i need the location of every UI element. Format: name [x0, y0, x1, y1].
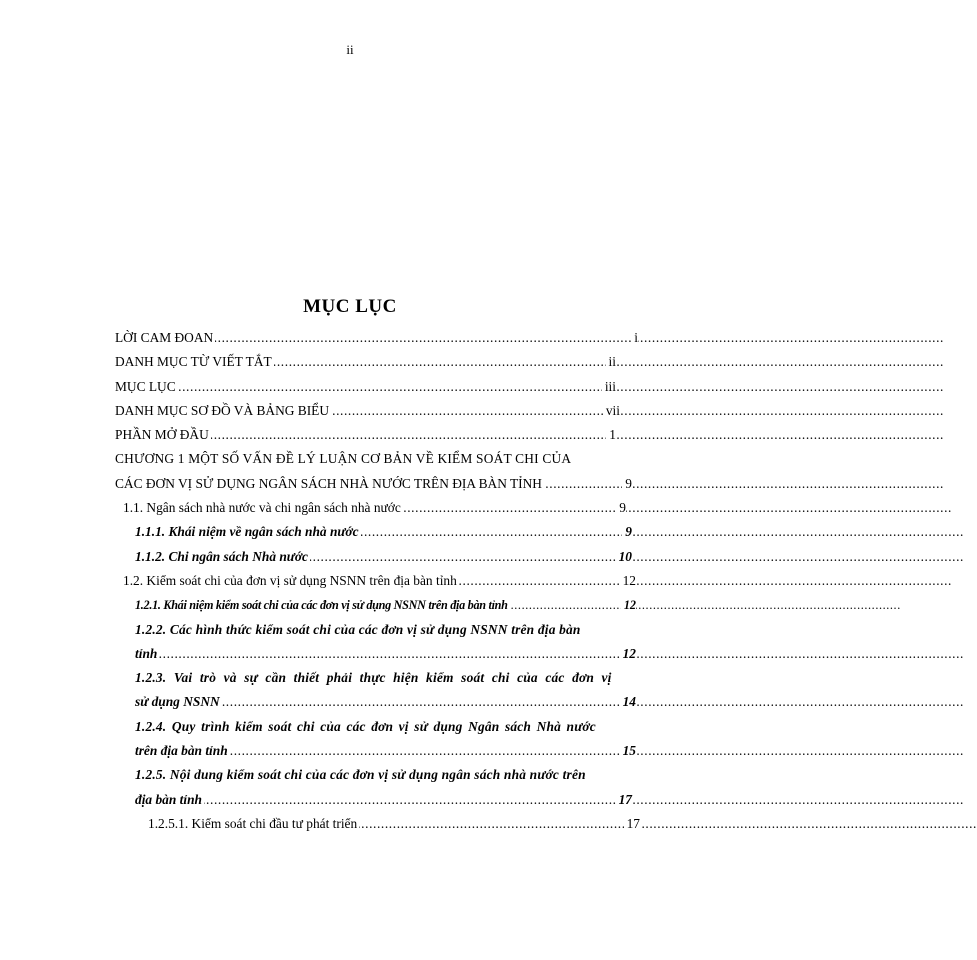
toc-entry[interactable]	[135, 520, 638, 544]
toc-entry-line1[interactable]	[135, 763, 638, 787]
toc-entry-line2[interactable]	[135, 788, 638, 812]
toc-entry-page: 12	[620, 569, 636, 593]
page-number: ii	[346, 42, 354, 57]
toc-entry-line1[interactable]	[135, 715, 638, 739]
toc-entry-page: vii	[603, 399, 620, 423]
toc-entry-page: 10	[616, 545, 632, 569]
toc-entry-text: DANH MỤC TỪ VIẾT TẮT	[115, 350, 274, 374]
toc-entry-text: 1.2.4. Quy trình kiểm soát chi của các đơn vị sử dụng Ngân sách Nhà nước	[135, 718, 596, 734]
toc-title: MỤC LỤC	[303, 296, 397, 317]
toc-entry-text: 1.1.2. Chi ngân sách Nhà nước	[135, 545, 310, 569]
toc-entry[interactable]	[123, 569, 638, 593]
toc-entry-line1[interactable]	[135, 666, 638, 690]
toc-entry-page: ii	[606, 350, 616, 374]
toc-entry[interactable]	[115, 350, 638, 374]
toc-entry-page: i	[631, 326, 638, 350]
toc-entry-text: trên địa bàn tỉnh	[135, 739, 230, 763]
toc-entry-page: 15	[620, 739, 636, 763]
toc-entry[interactable]	[115, 423, 638, 447]
toc-entry[interactable]	[123, 496, 638, 520]
toc-entry-text: MỤC LỤC	[115, 375, 178, 399]
toc-entry-page: 9	[622, 520, 632, 544]
toc-entry-page: 9	[616, 496, 626, 520]
toc-entry-text: 1.2.5.1. Kiểm soát chi đầu tư phát triển	[148, 812, 359, 836]
toc-entry-line2[interactable]	[115, 472, 638, 496]
toc-entry-text: 1.2.3. Vai trò và sự cần thiết phải thực hiện kiểm soát chi của các đơn vị	[135, 670, 612, 686]
toc-entry[interactable]	[135, 593, 638, 617]
toc-entry-text: CÁC ĐƠN VỊ SỬ DỤNG NGÂN SÁCH NHÀ NƯỚC TRÊN ĐỊA BÀN TỈNH	[115, 472, 544, 496]
toc-entry-text: CHƯƠNG 1 MỘT SỐ VẤN ĐỀ LÝ LUẬN CƠ BẢN VỀ KIỂM SOÁT CHI CỦA	[115, 451, 572, 467]
toc-entry-line1[interactable]	[115, 447, 638, 471]
toc-entry-text: LỜI CAM ĐOAN	[115, 326, 215, 350]
toc-entry-page: iii	[602, 375, 616, 399]
toc-entry-text: DANH MỤC SƠ ĐỒ VÀ BẢNG BIỂU	[115, 399, 331, 423]
toc-entry[interactable]	[115, 326, 638, 350]
toc-entry-page: 14	[620, 690, 636, 714]
toc-entry-text: tỉnh	[135, 642, 159, 666]
toc-entry-text: 1.1. Ngân sách nhà nước và chi ngân sách nhà nước	[123, 496, 403, 520]
toc-entry-line2[interactable]	[135, 739, 638, 763]
toc-entry-page: 17	[616, 788, 632, 812]
toc-entry-page: 12	[620, 642, 636, 666]
toc-entry-text: 1.2. Kiểm soát chi của đơn vị sử dụng NSNN trên địa bàn tỉnh	[123, 569, 459, 593]
toc-entry-text: 1.2.1. Khái niệm kiểm soát chi của các đơn vị sử dụng NSNN trên địa bàn tỉnh	[135, 593, 510, 617]
toc-entry-line2[interactable]	[135, 642, 638, 666]
toc-entry-page: 1	[606, 423, 616, 447]
toc-entry-page: 17	[624, 812, 640, 836]
toc-entry[interactable]	[135, 545, 638, 569]
toc-entry[interactable]	[148, 812, 638, 836]
toc-entry[interactable]	[115, 399, 638, 423]
dot-leader	[115, 375, 608, 399]
toc-entry-text: sử dụng NSNN	[135, 690, 222, 714]
toc-entry-page: 9	[622, 472, 632, 496]
toc-entry-text: địa bàn tỉnh	[135, 788, 204, 812]
toc-entry[interactable]	[115, 375, 638, 399]
toc-entry-text: 1.1.1. Khái niệm về ngân sách nhà nước	[135, 520, 361, 544]
dot-leader	[135, 788, 608, 812]
table-of-contents	[115, 326, 638, 836]
toc-entry-text: PHẦN MỞ ĐẦU	[115, 423, 211, 447]
toc-entry-line2[interactable]	[135, 690, 638, 714]
dot-leader	[135, 642, 608, 666]
toc-entry-line1[interactable]	[135, 618, 638, 642]
toc-entry-text: 1.2.2. Các hình thức kiểm soát chi của các đơn vị sử dụng NSNN trên địa bàn	[135, 621, 581, 637]
toc-entry-text: 1.2.5. Nội dung kiểm soát chi của các đơn vị sử dụng ngân sách nhà nước trên	[135, 767, 586, 783]
toc-entry-page: 12	[621, 593, 636, 617]
